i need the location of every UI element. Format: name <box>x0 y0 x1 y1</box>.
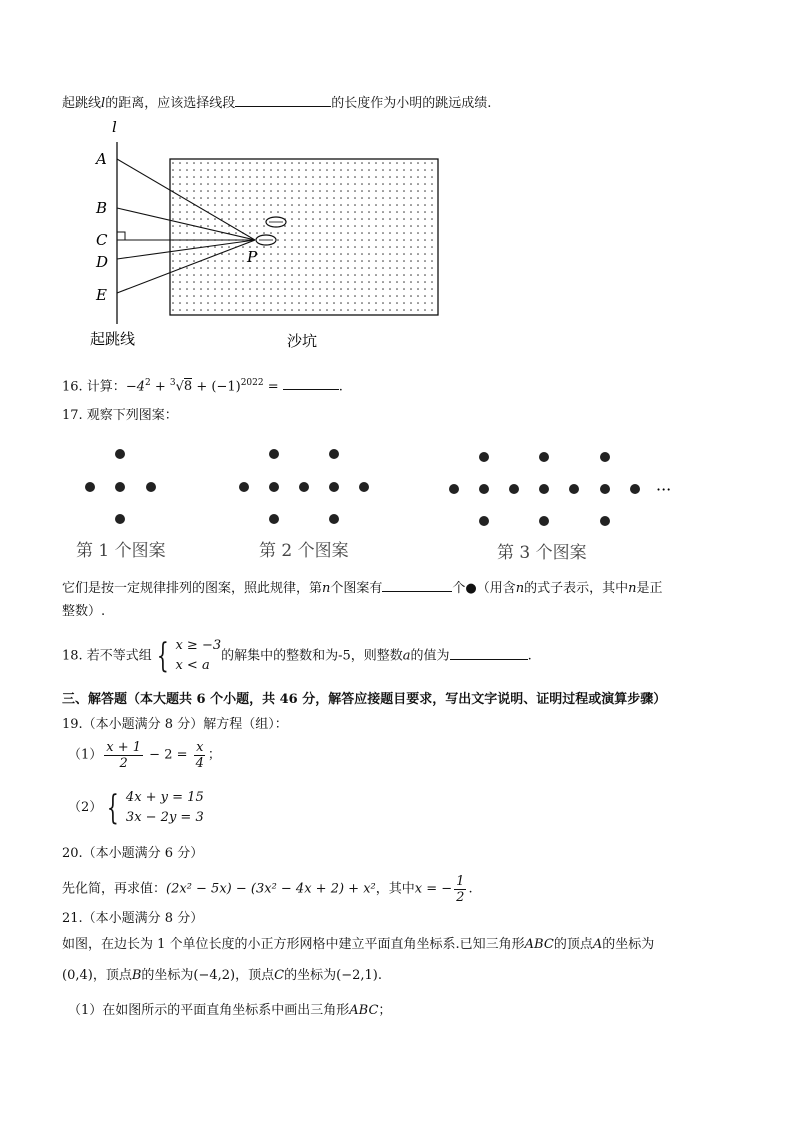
brace-icon: { <box>107 788 120 828</box>
q15-text-pre: 起跳线 <box>62 96 102 111</box>
q21-line-1 <box>62 936 654 954</box>
q17-text-b: 个图案有 <box>330 581 383 596</box>
q19-heading: 19.（本小题满分 8 分）解方程（组）： <box>62 717 288 732</box>
q21-p1-text: （1）在如图所示的平面直角坐标系中画出三角形 <box>68 1003 350 1018</box>
q17-var-n2: n <box>515 581 525 596</box>
q20-x-equals: x = − <box>414 881 453 897</box>
q17-var-n3: n <box>628 581 637 596</box>
q19-minus-two: − 2 = <box>145 747 192 763</box>
q20-denominator: 2 <box>456 890 465 905</box>
sand-pit <box>170 159 438 315</box>
takeoff-line-caption: 起跳线 <box>90 330 136 348</box>
long-jump-figure <box>80 112 460 357</box>
q16-term-a: −4 <box>125 379 145 395</box>
point-d-label: D <box>96 253 109 271</box>
q16-plus-2: + <box>192 379 212 395</box>
point-b-label: B <box>96 199 108 217</box>
q21-coord-b: (−4,2) <box>193 968 236 983</box>
point-c-label: C <box>96 231 108 249</box>
q15-text-post: 的长度作为小明的跳远成绩. <box>331 96 492 111</box>
q18-end: . <box>527 648 532 664</box>
pattern-3 <box>449 452 640 526</box>
q16-equals: = <box>263 379 283 395</box>
q19-semicolon: ； <box>207 747 221 763</box>
q19-f1-denominator: 2 <box>119 756 128 771</box>
q20-numerator: 1 <box>456 874 465 889</box>
q16-root-index: 3 <box>169 378 176 388</box>
section-3-heading: 三、解答题（本大题共 6 个小题，共 46 分，解答应接题目要求，写出文字说明、证明过程或演算步骤） <box>62 692 667 707</box>
q20-body <box>62 874 473 905</box>
line-l-label: l <box>112 118 117 136</box>
q19-f2-denominator: 4 <box>195 756 204 771</box>
q18-text-c: 的值为 <box>410 648 450 664</box>
q21-p1-abc: ABC <box>349 1003 379 1018</box>
q18-text-b: 的解集中的整数和为-5，则整数 <box>221 648 403 664</box>
q17-text-d: 的式子表示，其中 <box>524 581 629 596</box>
q18-inequality-system <box>152 636 221 676</box>
q17-text-f: 整数）. <box>62 604 106 619</box>
q16-exp-b: 2022 <box>240 378 264 388</box>
q17-text-c: 个●（用含 <box>452 581 516 596</box>
q19-eq-1: 4x + y = 15 <box>125 790 204 805</box>
q21-coord-c: (−2,1) <box>336 968 378 983</box>
q17-text-e: 是正 <box>636 581 663 596</box>
brace-icon: { <box>156 636 169 676</box>
q19-part-2 <box>68 788 204 828</box>
q18-var-a: a <box>402 648 411 664</box>
q17-text: 17. 观察下列图案： <box>62 408 178 423</box>
q19-eq-2: 3x − 2y = 3 <box>125 810 204 825</box>
q15-text-mid: 的距离，应该选择线段 <box>105 96 236 111</box>
q21-text-l1b: 的顶点 <box>553 937 593 952</box>
q21-coord-a: (0,4) <box>62 968 93 983</box>
pattern-1-caption: 第 1 个图案 <box>76 541 166 561</box>
q21-text-l2h: . <box>377 968 382 983</box>
q20-text-a: 先化简，再求值： <box>62 881 167 897</box>
q17-answer-blank[interactable] <box>382 577 452 592</box>
q21-text-l1c: 的坐标为 <box>602 937 655 952</box>
pattern-2 <box>239 449 369 524</box>
q15-tail <box>62 92 491 113</box>
q21-triangle-abc: ABC <box>524 937 554 952</box>
q19-p1-label: （1） <box>68 747 103 763</box>
radical-icon: √ <box>175 379 184 395</box>
q21-part-1 <box>68 1002 391 1020</box>
q16-radicand: 8 <box>183 379 193 395</box>
q19-part-1 <box>68 740 221 771</box>
point-a-label: A <box>96 150 107 168</box>
q19-f2-numerator: x <box>196 740 204 755</box>
q20-expression: (2x² − 5x) − (3x² − 4x + 2) + x² <box>166 881 376 897</box>
q16-answer-blank[interactable] <box>283 375 339 390</box>
q16-end: . <box>338 379 343 395</box>
q18-ineq-1: x ≥ −3 <box>175 638 222 653</box>
q21-text-l2b: ，顶点 <box>92 968 132 983</box>
q21-text-l2f: 的坐标为 <box>284 968 337 983</box>
q21-p1-end: ； <box>378 1003 392 1018</box>
point-p-label: P <box>247 248 258 266</box>
q16-paren: (−1) <box>211 379 241 395</box>
point-e-label: E <box>96 286 107 304</box>
q21-text-l2e: ，顶点 <box>235 968 275 983</box>
q21-point-b: B <box>131 968 142 983</box>
q17-var-n: n <box>322 581 331 596</box>
pattern-3-caption: 第 3 个图案 <box>497 543 587 563</box>
q16-prefix: 16. 计算： <box>62 379 126 395</box>
q15-l: l <box>101 96 106 111</box>
sand-pit-caption: 沙坑 <box>287 332 318 350</box>
q16 <box>62 374 343 396</box>
q16-plus: + <box>150 379 170 395</box>
q21-point-a: A <box>592 937 603 952</box>
q21-point-c: C <box>274 968 285 983</box>
q19-fraction-1 <box>104 740 143 771</box>
pattern-2-caption: 第 2 个图案 <box>259 541 349 561</box>
q18-text-a: 18. 若不等式组 <box>62 648 152 664</box>
q19-f1-numerator: x + 1 <box>106 740 142 755</box>
q18 <box>62 636 532 676</box>
pattern-ellipsis: ··· <box>656 480 672 499</box>
q19-fraction-2 <box>194 740 206 771</box>
q21-line-2 <box>62 967 382 985</box>
q18-ineq-2: x < a <box>175 658 210 673</box>
q21-text-l2c: 的坐标为 <box>141 968 194 983</box>
q21-heading: 21.（本小题满分 8 分） <box>62 911 204 926</box>
q21-text-l1: 如图，在边长为 1 个单位长度的小正方形网格中建立平面直角坐标系.已知三角形 <box>62 937 525 952</box>
q15-answer-blank[interactable] <box>235 92 331 107</box>
q18-answer-blank[interactable] <box>450 645 528 660</box>
q17-text-a: 它们是按一定规律排列的图案，照此规律，第 <box>62 581 323 596</box>
q20-fraction <box>454 874 466 905</box>
pattern-1 <box>85 449 156 524</box>
q20-end: . <box>468 881 473 897</box>
q16-exp-a: 2 <box>144 378 151 388</box>
q20-text-b: ，其中 <box>375 881 415 897</box>
q19-p2-label: （2） <box>68 800 103 815</box>
dot-patterns <box>78 445 688 530</box>
q20-heading: 20.（本小题满分 6 分） <box>62 846 204 861</box>
q17-answer-line <box>62 577 663 598</box>
q19-equation-system <box>102 788 203 828</box>
right-angle-mark <box>117 232 125 240</box>
